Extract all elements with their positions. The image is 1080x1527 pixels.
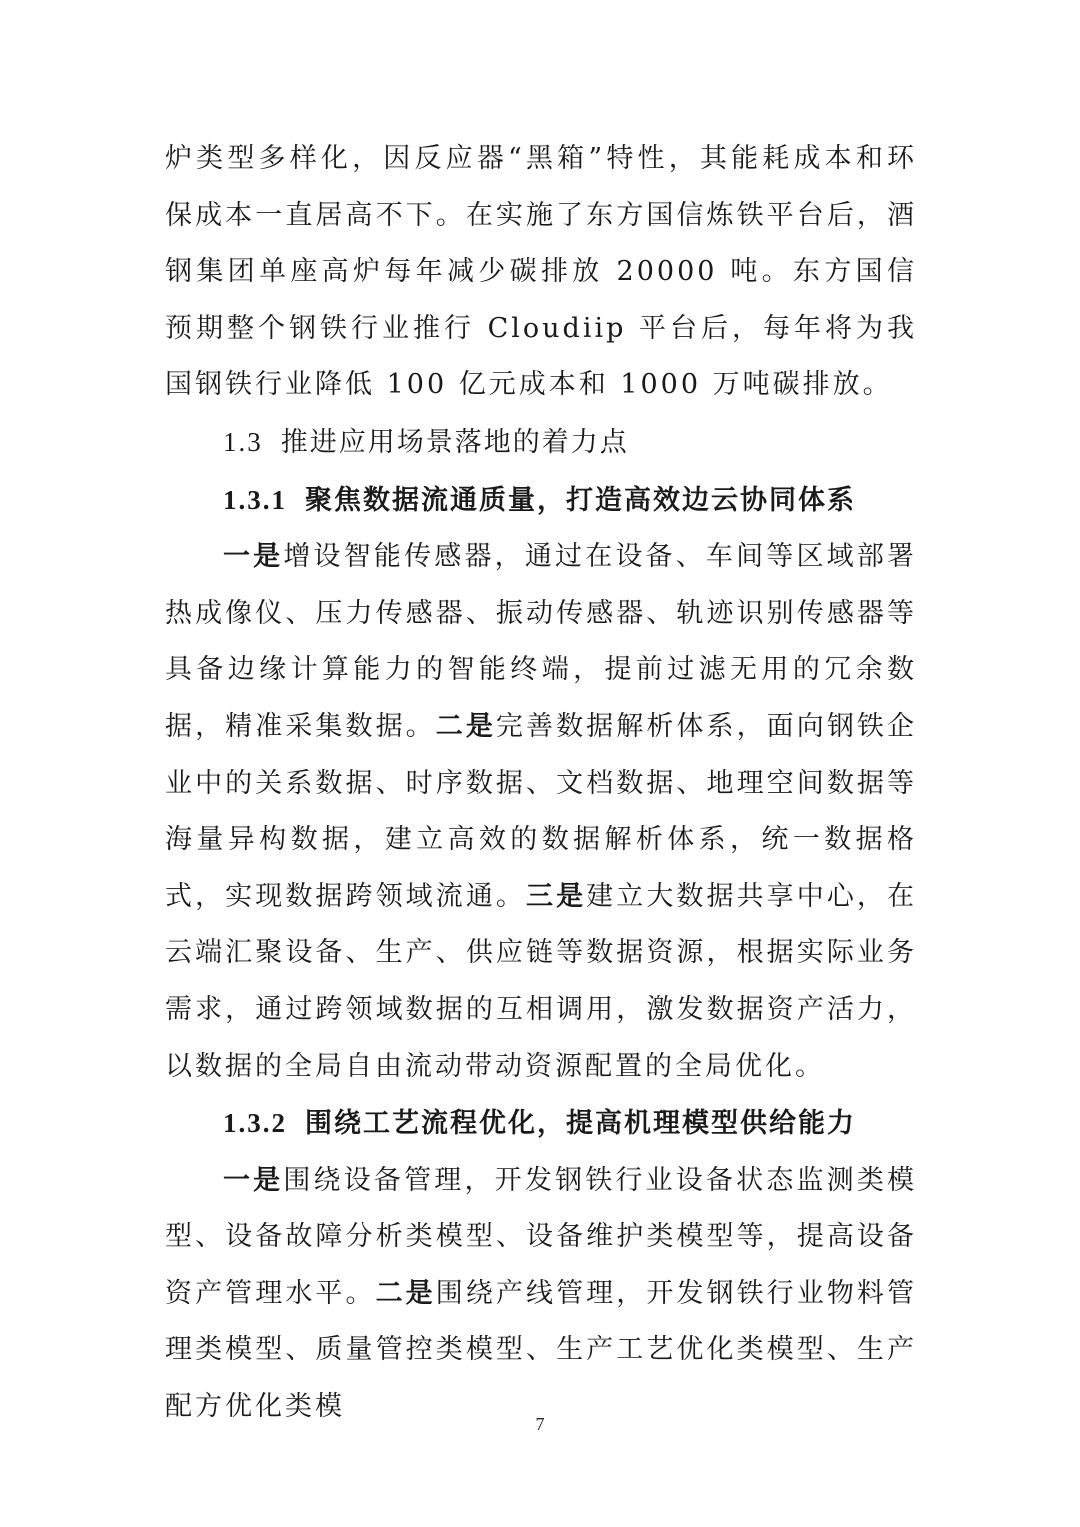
segment-text: 建立大数据共享中心，在云端汇聚设备、生产、供应链等数据资源，根据实际业务需求，通过跨领域数据的互相调用，激发数据资产活力，以数据的全局自由流动带动资源配置的全局优化。 — [165, 880, 918, 1082]
segment-text: 围绕产线管理，开发钢铁行业物料管理类模型、质量管控类模型、生产工艺优化类模型、生产配方优化类模 — [165, 1277, 918, 1423]
page-number: 7 — [535, 1414, 545, 1434]
section-heading-1-3-2 — [165, 1095, 917, 1153]
lead-phrase: 二是 — [375, 1277, 436, 1309]
lead-phrase: 一是 — [223, 541, 284, 573]
body-paragraph — [165, 131, 917, 414]
section-title: 推进应用场景落地的着力点 — [280, 426, 629, 458]
section-number: 1.3.1 — [223, 484, 287, 515]
lead-phrase: 一是 — [223, 1164, 284, 1196]
section-title: 围绕工艺流程优化，提高机理模型供给能力 — [305, 1108, 856, 1140]
section-heading-1-3-1 — [165, 472, 917, 530]
section-title: 聚焦数据流通质量，打造高效边云协同体系 — [305, 484, 856, 516]
section-number: 1.3 — [223, 426, 263, 457]
body-paragraph — [165, 1153, 917, 1436]
lead-phrase: 三是 — [526, 880, 587, 912]
body-paragraph — [165, 529, 917, 1095]
segment-text: 围绕设备管理，开发钢铁行业设备状态监测类模型、设备故障分析类模型、设备维护类模型等，提高设备资产管理水平。 — [165, 1164, 918, 1309]
paragraph-text: 炉类型多样化，因反应器“黑箱”特性，其能耗成本和环保成本一直居高不下。在实施了东方国信炼铁平台后，酒钢集团单座高炉每年减少碳排放 20000 吨。东方国信预期整个钢铁行业推行 Cloudiip 平台后，每年将为我国钢铁行业降低 100 亿元成本和 1000 万吨碳排放。 — [165, 143, 917, 401]
page-body — [165, 131, 917, 1436]
segment-text: 完善数据解析体系，面向钢铁企业中的关系数据、时序数据、文档数据、地理空间数据等海量异构数据，建立高效的数据解析体系，统一数据格式，实现数据跨领域流通。 — [165, 710, 918, 912]
segment-text: 增设智能传感器，通过在设备、车间等区域部署热成像仪、压力传感器、振动传感器、轨迹识别传感器等具备边缘计算能力的智能终端，提前过滤无用的冗余数据，精准采集数据。 — [165, 541, 918, 742]
section-number: 1.3.2 — [223, 1108, 287, 1139]
lead-phrase: 二是 — [435, 710, 496, 742]
section-heading-1-3 — [165, 414, 917, 472]
